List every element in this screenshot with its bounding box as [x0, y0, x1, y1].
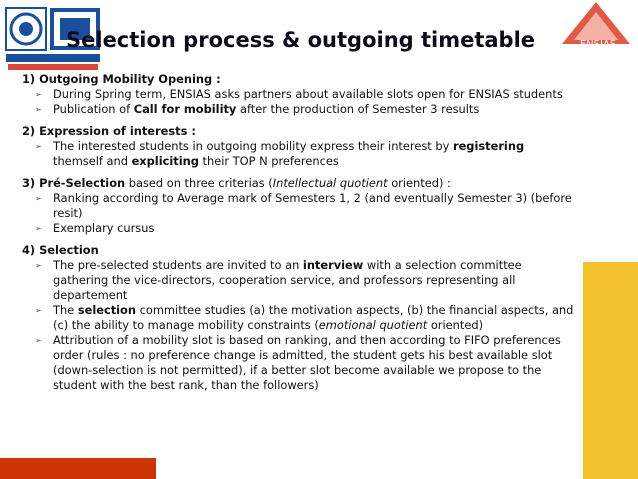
decorative-orange-bar: [0, 458, 156, 479]
section-expression-of-interests: [22, 124, 574, 169]
section-heading: 3) Pré-Selection based on three criterias (Intellectual quotient oriented) :: [22, 176, 451, 190]
bullet-arrow-icon: ➢: [35, 142, 42, 151]
list-item: ➢ Publication of Call for mobility after the production of Semester 3 results: [35, 102, 480, 116]
bullet-arrow-icon: ➢: [35, 306, 42, 315]
section-selection: [22, 243, 574, 393]
decorative-yellow-bar: [583, 262, 638, 479]
main-content: [22, 72, 574, 400]
bullet-arrow-icon: ➢: [35, 194, 42, 203]
section-outgoing-mobility-opening: [22, 72, 574, 117]
svg-text:ENSIAS: ENSIAS: [579, 39, 617, 50]
page-title: Selection process & outgoing timetable: [66, 28, 536, 52]
section-heading: 2) Expression of interests :: [22, 124, 196, 138]
list-item: ➢ The interested students in outgoing mobility express their interest by registering themself and expliciting their TOP N preferences: [35, 139, 525, 168]
section-heading: 4) Selection: [22, 243, 99, 257]
list-item: ➢ The selection committee studies (a) the motivation aspects, (b) the financial aspects, and (c) the ability to manage mobility constraints (emotional quotient oriented): [35, 303, 574, 332]
bullet-arrow-icon: ➢: [35, 261, 42, 270]
bullet-arrow-icon: ➢: [35, 224, 42, 233]
bullet-arrow-icon: ➢: [35, 336, 42, 345]
bullet-arrow-icon: ➢: [35, 90, 42, 99]
bullet-arrow-icon: ➢: [35, 105, 42, 114]
list-item: ➢ The pre-selected students are invited to an interview with a selection committee gathering the vice-directors, cooperation service, and professors representing all departement: [35, 258, 522, 302]
section-pre-selection: [22, 176, 574, 236]
list-item: ➢ During Spring term, ENSIAS asks partners about available slots open for ENSIAS students: [35, 87, 563, 101]
section-heading: 1) Outgoing Mobility Opening :: [22, 72, 221, 86]
list-item: ➢ Exemplary cursus: [35, 221, 155, 235]
list-item: ➢ Attribution of a mobility slot is based on ranking, and then according to FIFO preferences order (rules : no preference change is admitted, the student gets his best available slot (down-selection is not permitted), if a better slot become available we propose to the student with the best rank, than the followers): [35, 333, 561, 392]
list-item: ➢ Ranking according to Average mark of Semesters 1, 2 (and eventually Semester 3) (before resit): [35, 191, 572, 220]
